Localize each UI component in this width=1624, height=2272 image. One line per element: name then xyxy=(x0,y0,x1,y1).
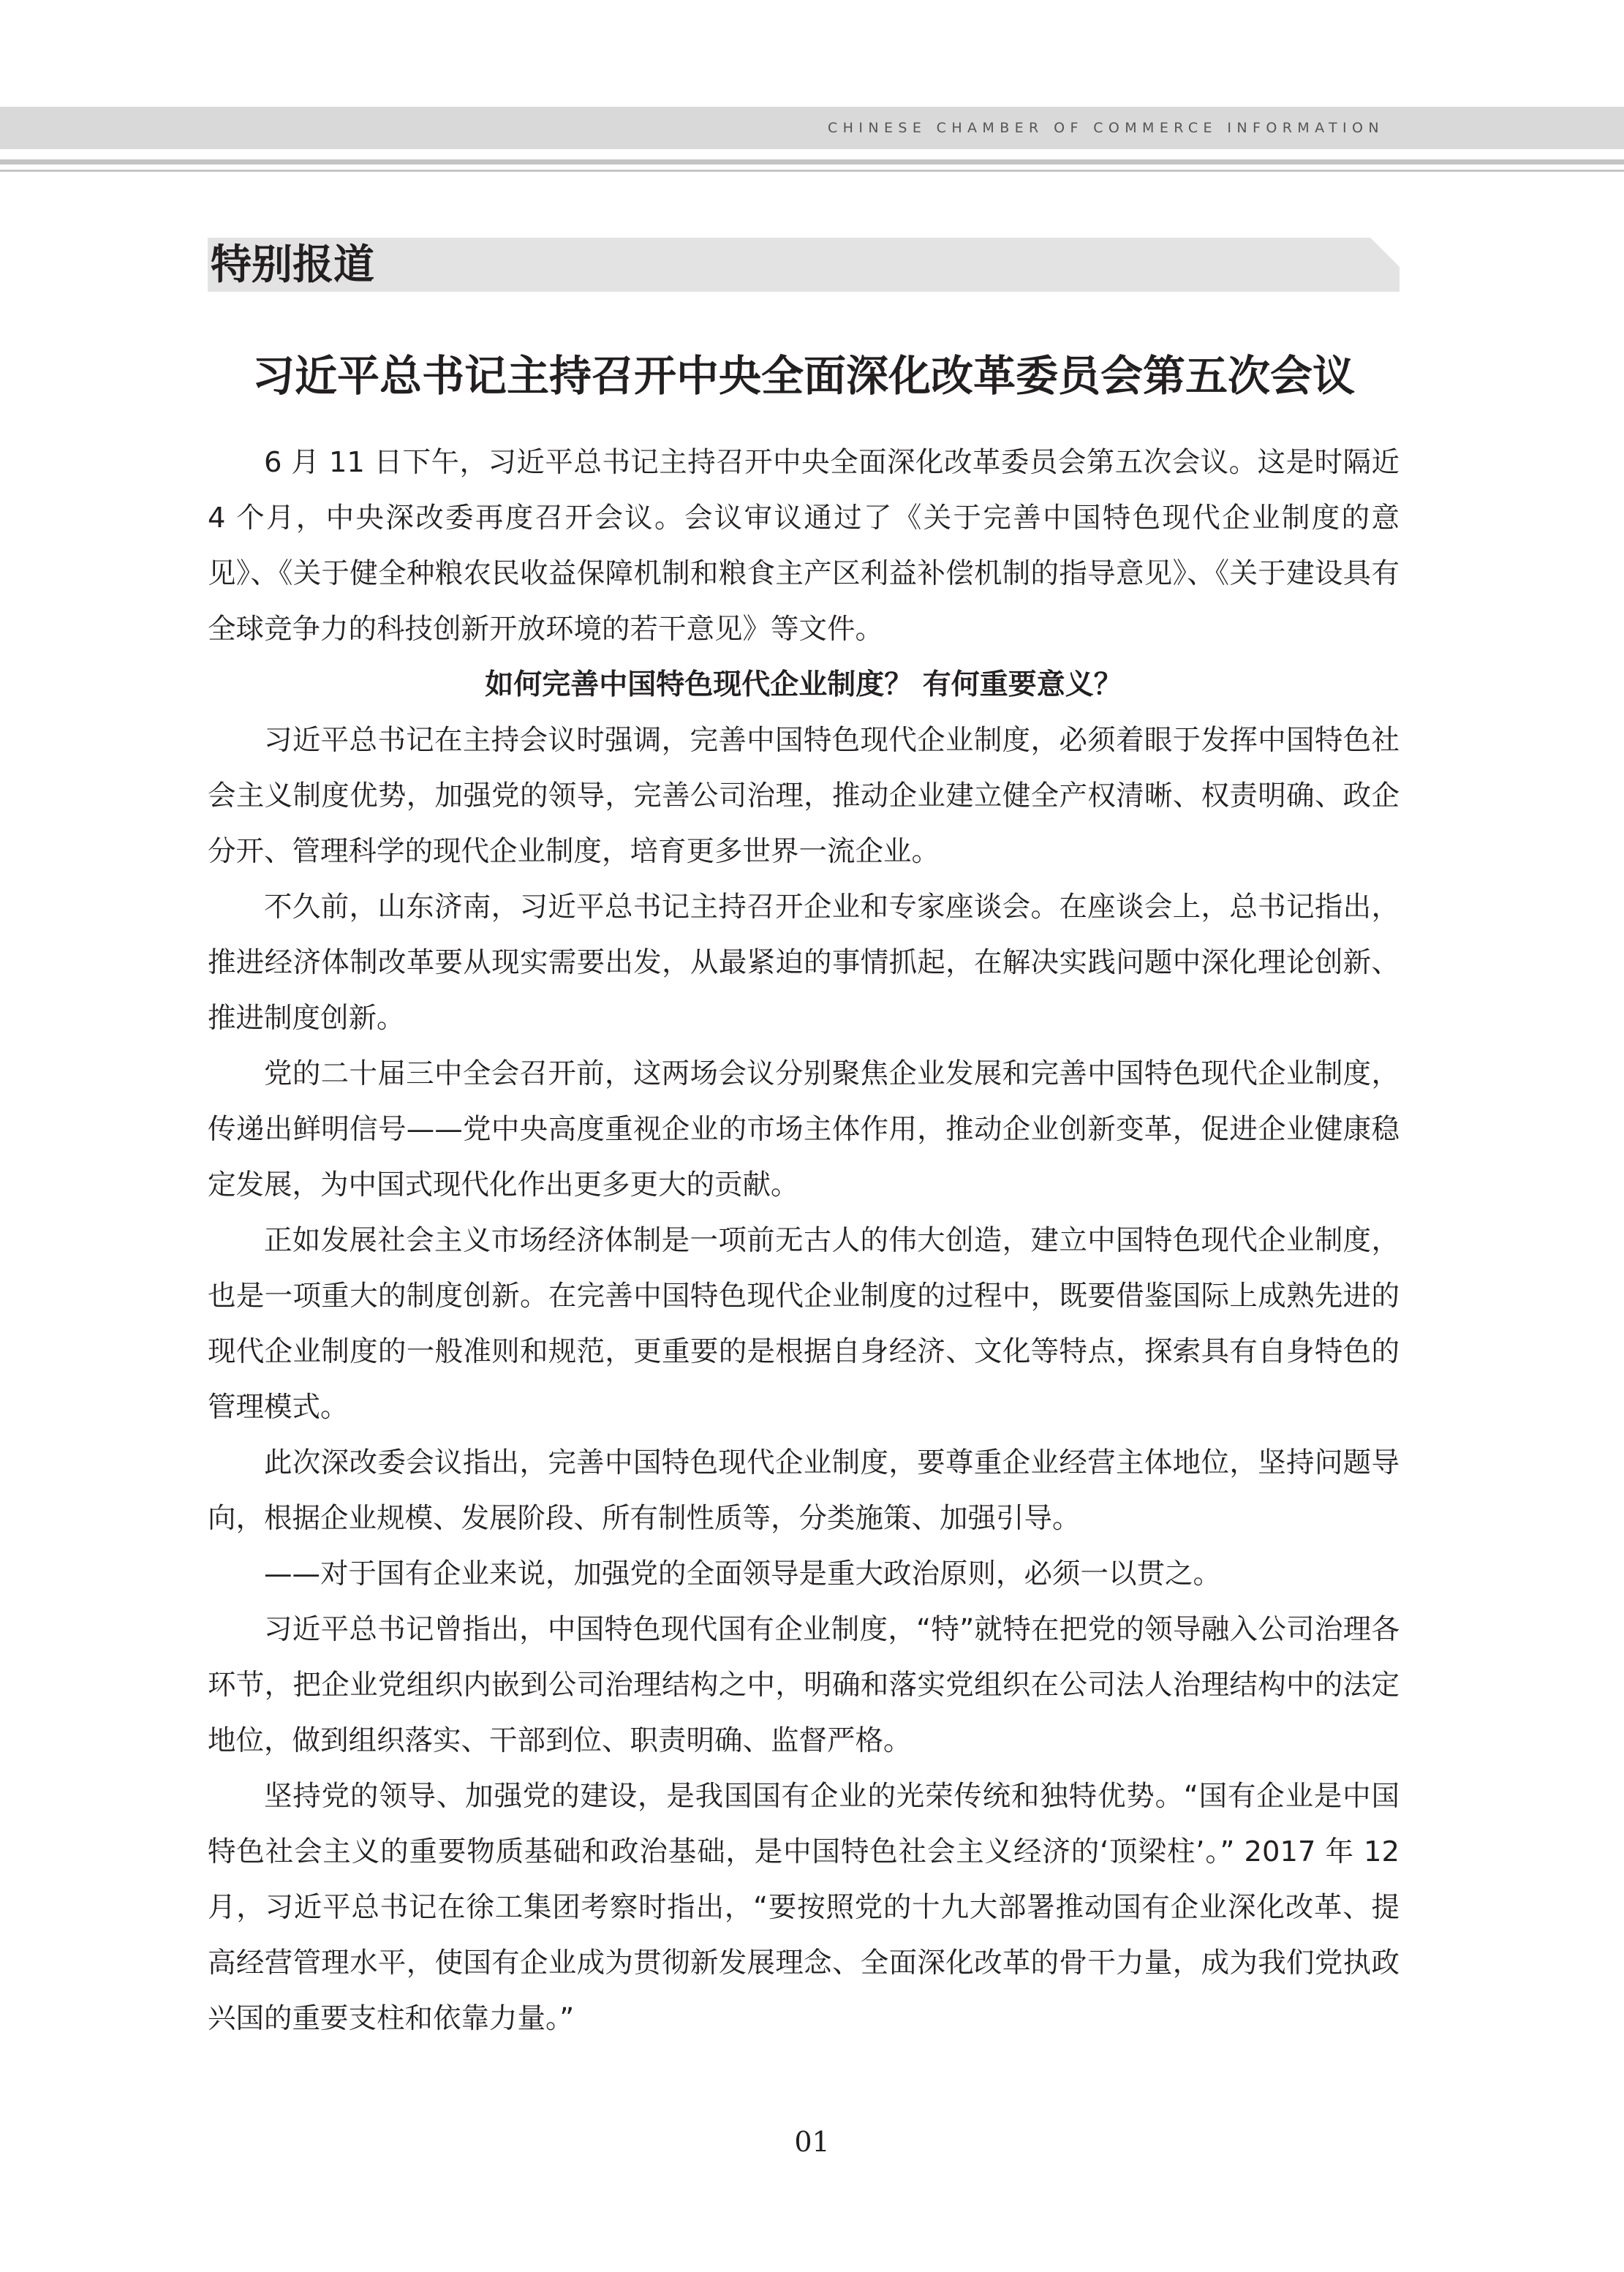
body-paragraph: 习近平总书记曾指出，中国特色现代国有企业制度，“特”就特在把党的领导融入公司治理各环节，把企业党组织内嵌到公司治理结构之中，明确和落实党组织在公司法人治理结构中的法定地位，做到组织落实、干部到位、职责明确、监督严格。 xyxy=(208,1613,1400,1757)
body-paragraph: ——对于国有企业来说，加强党的全面领导是重大政治原则，必须一以贯之。 xyxy=(264,1558,1222,1590)
lead-paragraph: 6 月 11 日下午，习近平总书记主持召开中央全面深化改革委员会第五次会议。这是时隔近 4 个月，中央深改委再度召开会议。会议审议通过了《关于完善中国特色现代企业制度的意见》、《关于健全种粮农民收益保障机制和粮食主产区利益补偿机制的指导意见》、《关于建设具有全球竞争力的科技创新开放环境的若干意见》等文件。 xyxy=(208,446,1400,646)
section-label: 特别报道 xyxy=(211,241,374,289)
body-paragraph: 此次深改委会议指出，完善中国特色现代企业制度，要尊重企业经营主体地位，坚持问题导向，根据企业规模、发展阶段、所有制性质等，分类施策、加强引导。 xyxy=(208,1446,1400,1535)
article-title: 习近平总书记主持召开中央全面深化改革委员会第五次会议 xyxy=(252,351,1355,401)
header-rule-thin xyxy=(0,170,1624,172)
article-body xyxy=(208,435,1400,2047)
body-paragraph: 不久前，山东济南，习近平总书记主持召开企业和专家座谈会。在座谈会上，总书记指出，推进经济体制改革要从现实需要出发，从最紧迫的事情抓起，在解决实践问题中深化理论创新、推进制度创新。 xyxy=(208,891,1400,1035)
body-paragraph: 坚持党的领导、加强党的建设，是我国国有企业的光荣传统和独特优势。“国有企业是中国特色社会主义的重要物质基础和政治基础，是中国特色社会主义经济的‘顶梁柱’。” 2017 年 12 月，习近平总书记在徐工集团考察时指出，“要按照党的十九大部署推动国有企业深化改革、提高经营管理水平，使国有企业成为贯彻新发展理念、全面深化改革的骨干力量，成为我们党执政兴国的重要支柱和依靠力量。” xyxy=(208,1780,1400,2035)
section-banner xyxy=(208,238,1400,292)
publication-name: CHINESE CHAMBER OF COMMERCE INFORMATION xyxy=(827,120,1384,136)
article-subheading: 如何完善中国特色现代企业制度？ 有何重要意义？ xyxy=(485,668,1122,701)
body-paragraph: 正如发展社会主义市场经济体制是一项前无古人的伟大创造，建立中国特色现代企业制度，也是一项重大的制度创新。在完善中国特色现代企业制度的过程中，既要借鉴国际上成熟先进的现代企业制度的一般准则和规范，更重要的是根据自身经济、文化等特点，探索具有自身特色的管理模式。 xyxy=(208,1224,1400,1424)
header-rule-thick xyxy=(0,159,1624,165)
body-paragraph: 习近平总书记在主持会议时强调，完善中国特色现代企业制度，必须着眼于发挥中国特色社会主义制度优势，加强党的领导，完善公司治理，推动企业建立健全产权清晰、权责明确、政企分开、管理科学的现代企业制度，培育更多世界一流企业。 xyxy=(208,724,1400,868)
body-paragraph: 党的二十届三中全会召开前，这两场会议分别聚焦企业发展和完善中国特色现代企业制度，传递出鲜明信号——党中央高度重视企业的市场主体作用，推动企业创新变革，促进企业健康稳定发展，为中国式现代化作出更多更大的贡献。 xyxy=(208,1057,1400,1201)
section-banner-shape xyxy=(208,238,1400,292)
page-number: 01 xyxy=(794,2126,830,2158)
